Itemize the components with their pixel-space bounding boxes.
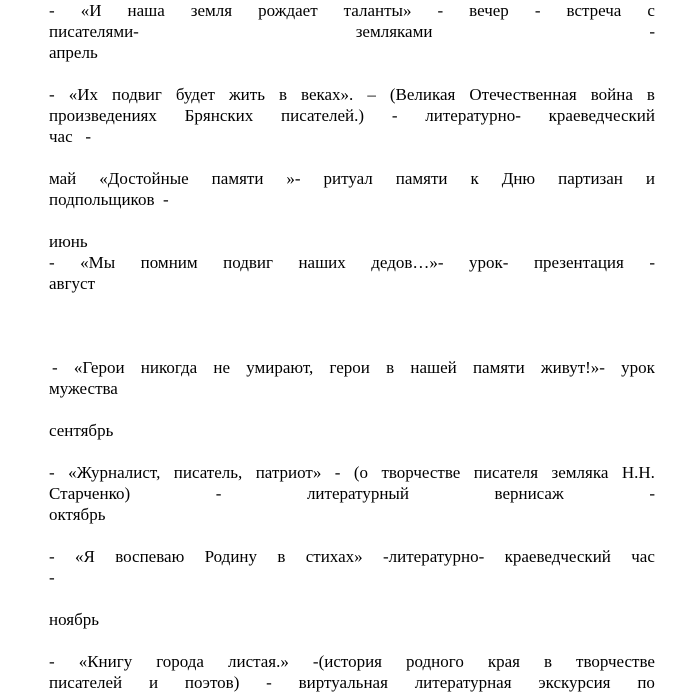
word: таланты»	[343, 1, 412, 20]
word: поэтов)	[184, 673, 240, 692]
word: творчестве	[576, 652, 655, 671]
word: памяти	[472, 358, 525, 377]
text-line-13: мужества	[49, 379, 118, 398]
word: родного	[406, 652, 464, 671]
word: -	[437, 1, 444, 20]
word: «Герои	[73, 358, 125, 377]
word: -	[49, 463, 55, 482]
word: партизан	[558, 169, 623, 188]
month-august: август	[49, 274, 96, 293]
word: -	[391, 106, 398, 125]
word: война	[590, 85, 633, 104]
word: земля	[190, 1, 233, 20]
word: жить	[228, 85, 265, 104]
word: урок-	[469, 253, 509, 272]
month-october: октябрь	[49, 505, 106, 524]
word: «Их	[68, 85, 98, 104]
text-line-21	[49, 651, 655, 672]
word: писателя	[473, 463, 539, 482]
word: живут!»-	[540, 358, 605, 377]
text-line-7	[49, 168, 655, 189]
word: -	[649, 253, 655, 272]
word: патриот»	[255, 463, 322, 482]
word: экскурсия	[538, 673, 611, 692]
word: вернисаж	[494, 484, 564, 503]
word: рождает	[258, 1, 318, 20]
text-line-15	[49, 462, 655, 483]
word: в	[543, 652, 553, 671]
word: писателей.)	[281, 106, 365, 125]
text-line-8: подпольщиков -	[49, 190, 169, 209]
word: помним	[140, 253, 198, 272]
text-line-5	[49, 105, 655, 126]
word: в	[646, 85, 655, 104]
word: -	[649, 22, 655, 41]
word: Родину	[204, 547, 258, 566]
word: –	[367, 85, 376, 104]
text-line-10	[49, 252, 655, 273]
word: по	[637, 673, 655, 692]
word: Отечественная	[469, 85, 577, 104]
word: в	[277, 547, 286, 566]
month-june: июнь	[49, 232, 88, 251]
word: урок	[621, 358, 655, 377]
word: краеведческий	[548, 106, 655, 125]
word: будет	[175, 85, 215, 104]
word: Старченко)	[49, 484, 131, 503]
word: -	[49, 85, 55, 104]
word: -(история	[312, 652, 382, 671]
word: творчестве	[381, 463, 461, 482]
word: час	[631, 547, 655, 566]
word: в	[278, 85, 288, 104]
word: май	[49, 169, 77, 188]
word: ритуал	[323, 169, 373, 188]
text-line-4	[49, 84, 655, 105]
word: города	[156, 652, 204, 671]
text-line-12	[52, 357, 655, 378]
word: -	[649, 484, 655, 503]
word: воспеваю	[115, 547, 185, 566]
word: (Великая	[389, 85, 456, 104]
word: наша	[127, 1, 165, 20]
month-november: ноябрь	[49, 610, 99, 629]
word: -	[266, 673, 272, 692]
word: презентация	[533, 253, 624, 272]
word: нашей	[410, 358, 457, 377]
word: и	[148, 673, 159, 692]
word: «Книгу	[78, 652, 133, 671]
word: подвиг	[223, 253, 273, 272]
word: «Я	[75, 547, 95, 566]
word: Дню	[501, 169, 536, 188]
word: умирают,	[246, 358, 314, 377]
word: (о	[353, 463, 369, 482]
word: -	[49, 652, 55, 671]
month-september: сентябрь	[49, 421, 114, 440]
word: наших	[298, 253, 346, 272]
word: стихах»	[305, 547, 363, 566]
text-line-2	[49, 21, 655, 42]
word: писатель,	[173, 463, 243, 482]
word: и	[645, 169, 655, 188]
word: земляками	[355, 22, 433, 41]
word: литературная	[414, 673, 512, 692]
word: виртуальная	[298, 673, 388, 692]
text-line-6: час -	[49, 127, 92, 146]
word: края	[487, 652, 520, 671]
word: «И	[80, 1, 102, 20]
word: не	[213, 358, 231, 377]
word: произведениях	[49, 106, 157, 125]
word: к	[470, 169, 479, 188]
text-line-18	[49, 546, 655, 567]
word: писателями-	[49, 22, 139, 41]
text-line-16	[49, 483, 655, 504]
word: дедов…»-	[371, 253, 444, 272]
word: листая.»	[228, 652, 289, 671]
word: литературно-	[425, 106, 521, 125]
month-april: апрель	[49, 43, 98, 62]
word: -литературно-	[382, 547, 485, 566]
word: -	[52, 358, 58, 377]
word: никогда	[140, 358, 198, 377]
word: «Журналист,	[68, 463, 161, 482]
word: -	[49, 253, 55, 272]
word: краеведческий	[504, 547, 611, 566]
word: -	[215, 484, 222, 503]
text-line-19: -	[49, 568, 55, 587]
word: встреча	[566, 1, 622, 20]
word: памяти	[211, 169, 264, 188]
word: герои	[329, 358, 370, 377]
word: -	[49, 1, 55, 20]
word: -	[49, 547, 55, 566]
word: Н.Н.	[621, 463, 655, 482]
word: в	[386, 358, 395, 377]
word: вечер	[469, 1, 509, 20]
word: земляка	[551, 463, 609, 482]
word: »-	[286, 169, 301, 188]
text-line-1	[49, 0, 655, 21]
text-line-22	[49, 672, 655, 693]
word: веках».	[301, 85, 354, 104]
word: Брянских	[184, 106, 254, 125]
word: подвиг	[111, 85, 162, 104]
word: с	[647, 1, 655, 20]
word: писателей	[49, 673, 123, 692]
word: -	[334, 463, 341, 482]
word: памяти	[395, 169, 448, 188]
word: «Мы	[80, 253, 116, 272]
word: литературный	[306, 484, 409, 503]
word: «Достойные	[99, 169, 189, 188]
word: -	[534, 1, 541, 20]
